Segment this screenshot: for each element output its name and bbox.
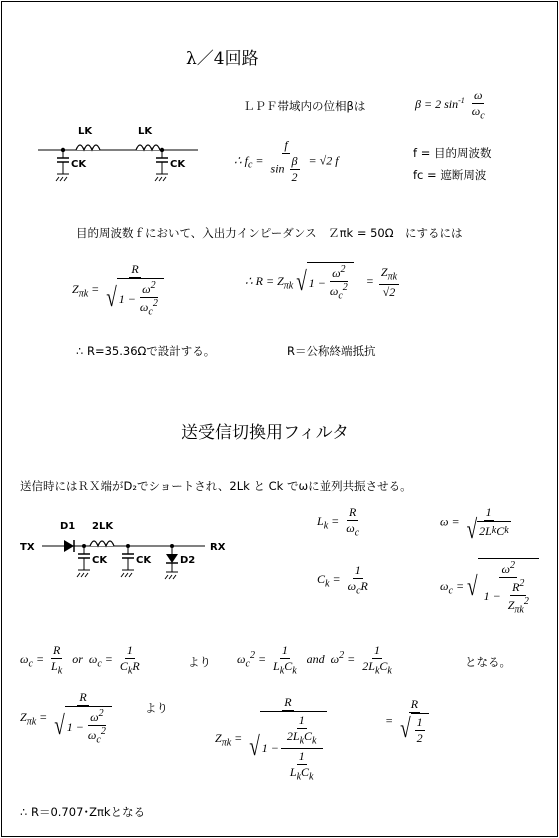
ck-label-4: CK [136, 555, 152, 566]
legend-f: f = 目的周波数 [413, 146, 492, 160]
impedance-text: 目的周波数ｆにおいて、入出力インピーダンス Ｚπk = 50Ω にするには [76, 226, 463, 240]
lpf-circuit-diagram [38, 120, 208, 190]
lk2-label: 2LK [92, 521, 114, 532]
section2-title: 送受信切換用フィルタ [181, 423, 349, 443]
zmk-equation: $Z_{\pi k}$ = R √ 1 − $\frac{\omega^2}{\omega_c^2}$ [20, 690, 116, 747]
zpk-equation: $Z_{\pi k}$ = R √ 1 − $\frac{\omega^2}{\omega_c^2}$ [72, 262, 168, 319]
omega-c-equation: $\omega_c$ = √ $\omega^2$ 1 − $\frac{R^2}{Z_{\pi k}^2}$ [440, 558, 539, 617]
legend-fc: fc = 遮断周波 [413, 168, 487, 182]
ck-label-1: CK [71, 159, 87, 170]
yori-1: より [188, 655, 211, 669]
tx-label: TX [20, 542, 35, 553]
phase-equation: β = 2 $\sin^{-1}$ $\frac{\omega}{\omega_c}$ [415, 88, 485, 122]
omega-equation: ω = 1 √ 2L k C k [440, 505, 509, 546]
ck-equation: $C_k$ = $\frac{1}{\omega_cR}$ [317, 563, 368, 597]
rx-label: RX [210, 542, 226, 553]
result-note: R＝公称終端抵抗 [287, 344, 376, 358]
zmk-equation-3: = R √ $\frac{1}{2}$ [385, 697, 433, 746]
section2-description: 送信時にはＲＸ端がD₂でショートされ、2Lk と Ck でωに並列共振させる。 [20, 479, 412, 493]
zmk-equation-2: $Z_{\pi k}$ = R √ 1 − $\frac{\frac{1}{2L_kC_k}}{\frac{1}{L_kC_k}}$ [215, 695, 331, 784]
phase-text: ＬＰＦ帯域内の位相βは [243, 99, 366, 113]
naru-text: となる。 [465, 655, 511, 669]
derive-equation-2: $\omega_c^2$ = $\frac{1}{L_kC_k}$ and $\omega^2$ = $\frac{1}{2L_kC_k}$ [237, 643, 392, 677]
lk-label-1: LK [78, 126, 93, 137]
d2-label: D2 [180, 555, 196, 566]
section1-title: λ／4回路 [186, 49, 259, 69]
fc-equation: ∴ $f_c$ = f sin $\frac{\beta}{2}$ = √2 f [234, 138, 339, 184]
yori-2: より [145, 701, 168, 715]
lk-label-2: LK [138, 126, 153, 137]
lk-equation: $L_k$ = $\frac{R}{\omega_c}$ [317, 505, 360, 539]
d1-label: D1 [60, 521, 76, 532]
ck-label-3: CK [92, 555, 108, 566]
result-text: ∴ R=35.36Ωで設計する。 [76, 344, 216, 358]
ck-label-2: CK [170, 159, 186, 170]
tr-switch-circuit-diagram [20, 512, 240, 592]
derive-equation-1: $\omega_c$ = $\frac{R}{L_k}$ or $\omega_c$ = $\frac{1}{C_kR}$ [20, 643, 140, 677]
final-text: ∴ R＝0.707･Zπkとなる [20, 805, 146, 819]
r-equation: ∴ $R = Z_{\pi k}$ √ 1 − $\frac{\omega^2}{\omega_c^2}$ = $\frac{Z_{\pi k}}{√2}$ [245, 264, 398, 302]
